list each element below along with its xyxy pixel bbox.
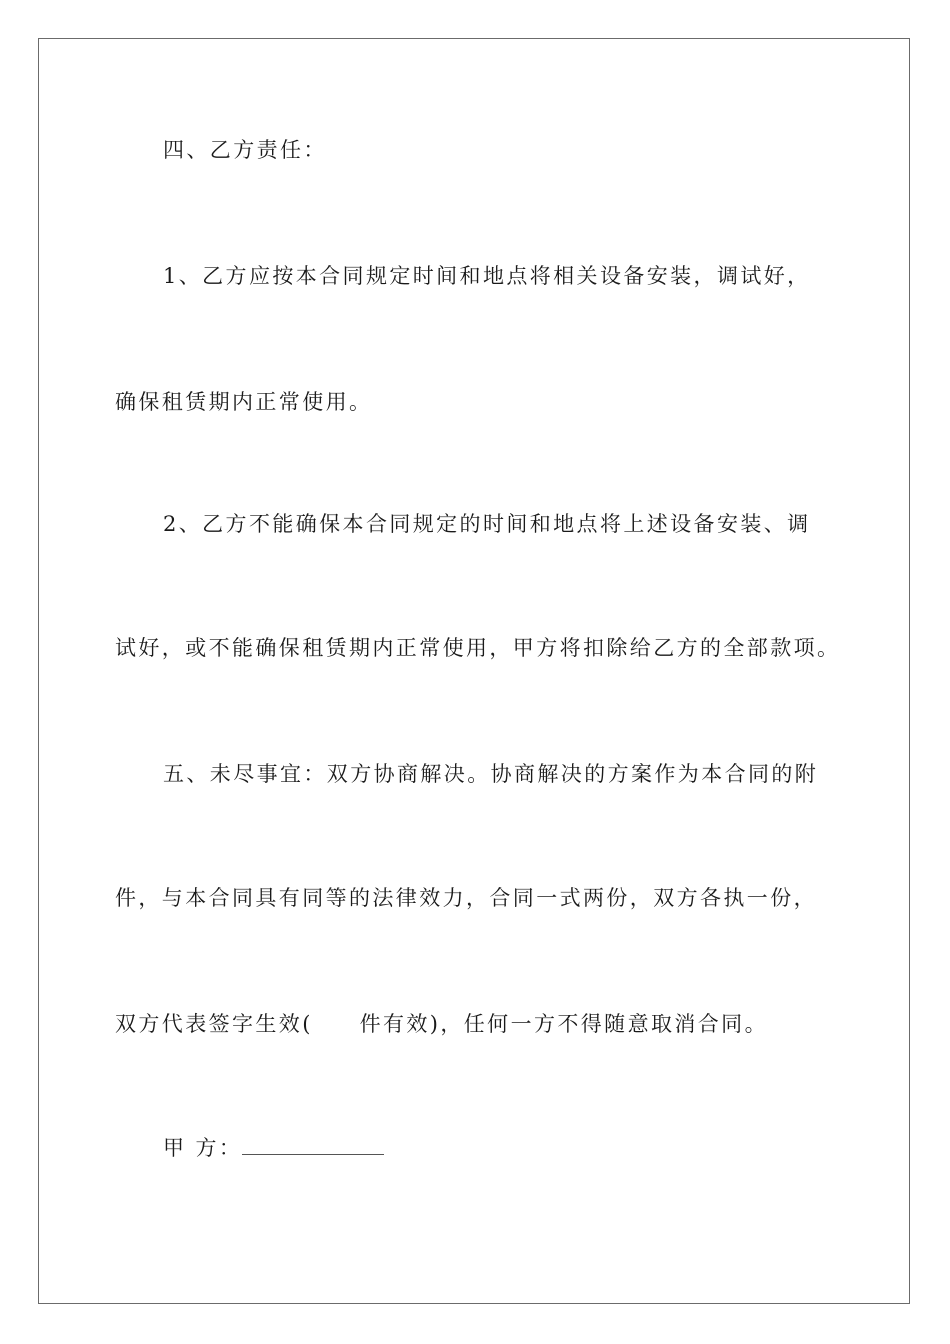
section-5-line-1: 五、未尽事宜：双方协商解决。协商解决的方案作为本合同的附 <box>163 762 819 786</box>
page-frame <box>38 38 910 1304</box>
signature-party-a <box>163 1134 384 1162</box>
signature-blank-line[interactable] <box>242 1136 384 1155</box>
clause-2-line-1: 2、乙方不能确保本合同规定的时间和地点将上述设备安装、调 <box>163 512 811 536</box>
clause-1-line-1: 1、乙方应按本合同规定时间和地点将相关设备安装，调试好， <box>163 264 811 288</box>
section-heading-party-b-responsibilities: 四、乙方责任： <box>163 138 327 162</box>
section-5-line-3: 双方代表签字生效( 件有效)，任何一方不得随意取消合同。 <box>115 1012 768 1036</box>
clause-1-line-2: 确保租赁期内正常使用。 <box>115 390 373 414</box>
clause-2-line-2: 试好，或不能确保租赁期内正常使用，甲方将扣除给乙方的全部款项。 <box>115 636 841 660</box>
section-5-line-2: 件，与本合同具有同等的法律效力，合同一式两份，双方各执一份， <box>115 886 817 910</box>
signature-label: 甲 方： <box>163 1136 243 1160</box>
